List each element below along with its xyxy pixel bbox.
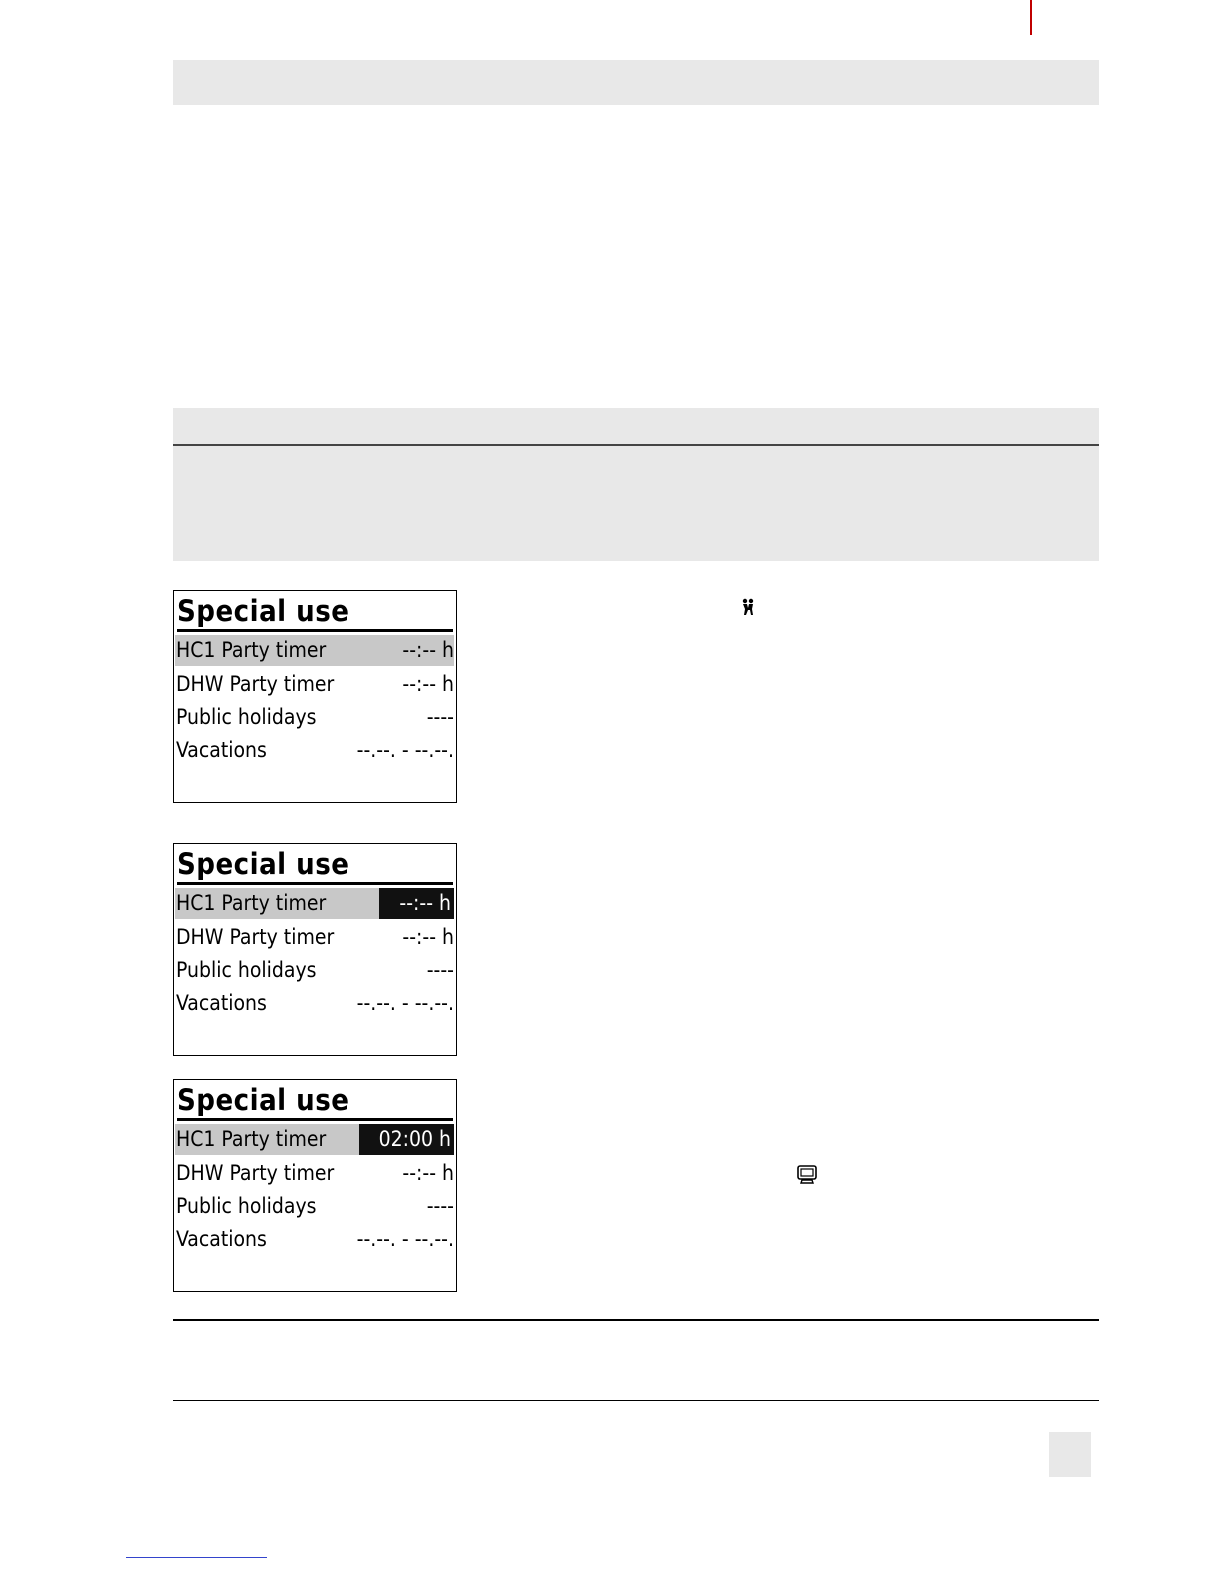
row-value: ---- — [426, 1194, 454, 1218]
menu-row-vacations[interactable] — [175, 988, 454, 1019]
row-label: DHW Party timer — [176, 672, 335, 696]
section-rule-top — [173, 1319, 1099, 1321]
menu-row-vacations[interactable] — [175, 735, 454, 766]
menu-row-hc1-party-timer[interactable] — [175, 635, 454, 666]
row-value: ---- — [426, 705, 454, 729]
party-icon — [740, 598, 756, 616]
lcd-screen-3 — [173, 1079, 457, 1292]
row-value: --:-- h — [402, 1161, 454, 1185]
row-value: --.--. - --.--. — [356, 1227, 454, 1251]
row-label: DHW Party timer — [176, 925, 335, 949]
lcd-title-rule — [177, 629, 453, 632]
row-value: --.--. - --.--. — [356, 738, 454, 762]
row-value: --:-- h — [402, 925, 454, 949]
menu-row-dhw-party-timer[interactable] — [175, 922, 454, 953]
note-band-header — [173, 408, 1099, 444]
header-band — [173, 60, 1099, 105]
row-value: --.--. - --.--. — [356, 991, 454, 1015]
row-value: --:-- h — [402, 672, 454, 696]
menu-row-vacations[interactable] — [175, 1224, 454, 1255]
row-label: HC1 Party timer — [176, 638, 327, 662]
row-label: DHW Party timer — [176, 1161, 335, 1185]
row-label: HC1 Party timer — [176, 1127, 327, 1151]
row-value-editing[interactable]: --:-- h — [379, 888, 454, 919]
row-value: ---- — [426, 958, 454, 982]
lcd-title: Special use — [177, 594, 350, 628]
lcd-title: Special use — [177, 847, 350, 881]
row-label: Vacations — [176, 991, 267, 1015]
row-label: Vacations — [176, 1227, 267, 1251]
row-label: Public holidays — [176, 958, 317, 982]
row-label: Public holidays — [176, 1194, 317, 1218]
menu-row-public-holidays[interactable] — [175, 955, 454, 986]
menu-row-hc1-party-timer[interactable] — [175, 1124, 454, 1155]
page-number-box — [1049, 1432, 1091, 1477]
lcd-title-rule — [177, 1118, 453, 1121]
menu-row-public-holidays[interactable] — [175, 702, 454, 733]
lcd-screen-2 — [173, 843, 457, 1056]
lcd-title: Special use — [177, 1083, 350, 1117]
row-label: Vacations — [176, 738, 267, 762]
row-value: --:-- h — [402, 638, 454, 662]
menu-row-dhw-party-timer[interactable] — [175, 1158, 454, 1189]
row-label: HC1 Party timer — [176, 891, 327, 915]
menu-row-hc1-party-timer[interactable] — [175, 888, 454, 919]
top-red-rule — [1030, 0, 1032, 35]
section-rule-bottom — [173, 1400, 1099, 1401]
menu-row-public-holidays[interactable] — [175, 1191, 454, 1222]
lcd-screen-1 — [173, 590, 457, 803]
footer-link-underline — [126, 1557, 267, 1558]
lcd-title-rule — [177, 882, 453, 885]
row-value-editing[interactable]: 02:00 h — [359, 1124, 454, 1155]
screen-icon — [796, 1165, 818, 1185]
note-band-body — [173, 446, 1099, 561]
row-label: Public holidays — [176, 705, 317, 729]
menu-row-dhw-party-timer[interactable] — [175, 669, 454, 700]
